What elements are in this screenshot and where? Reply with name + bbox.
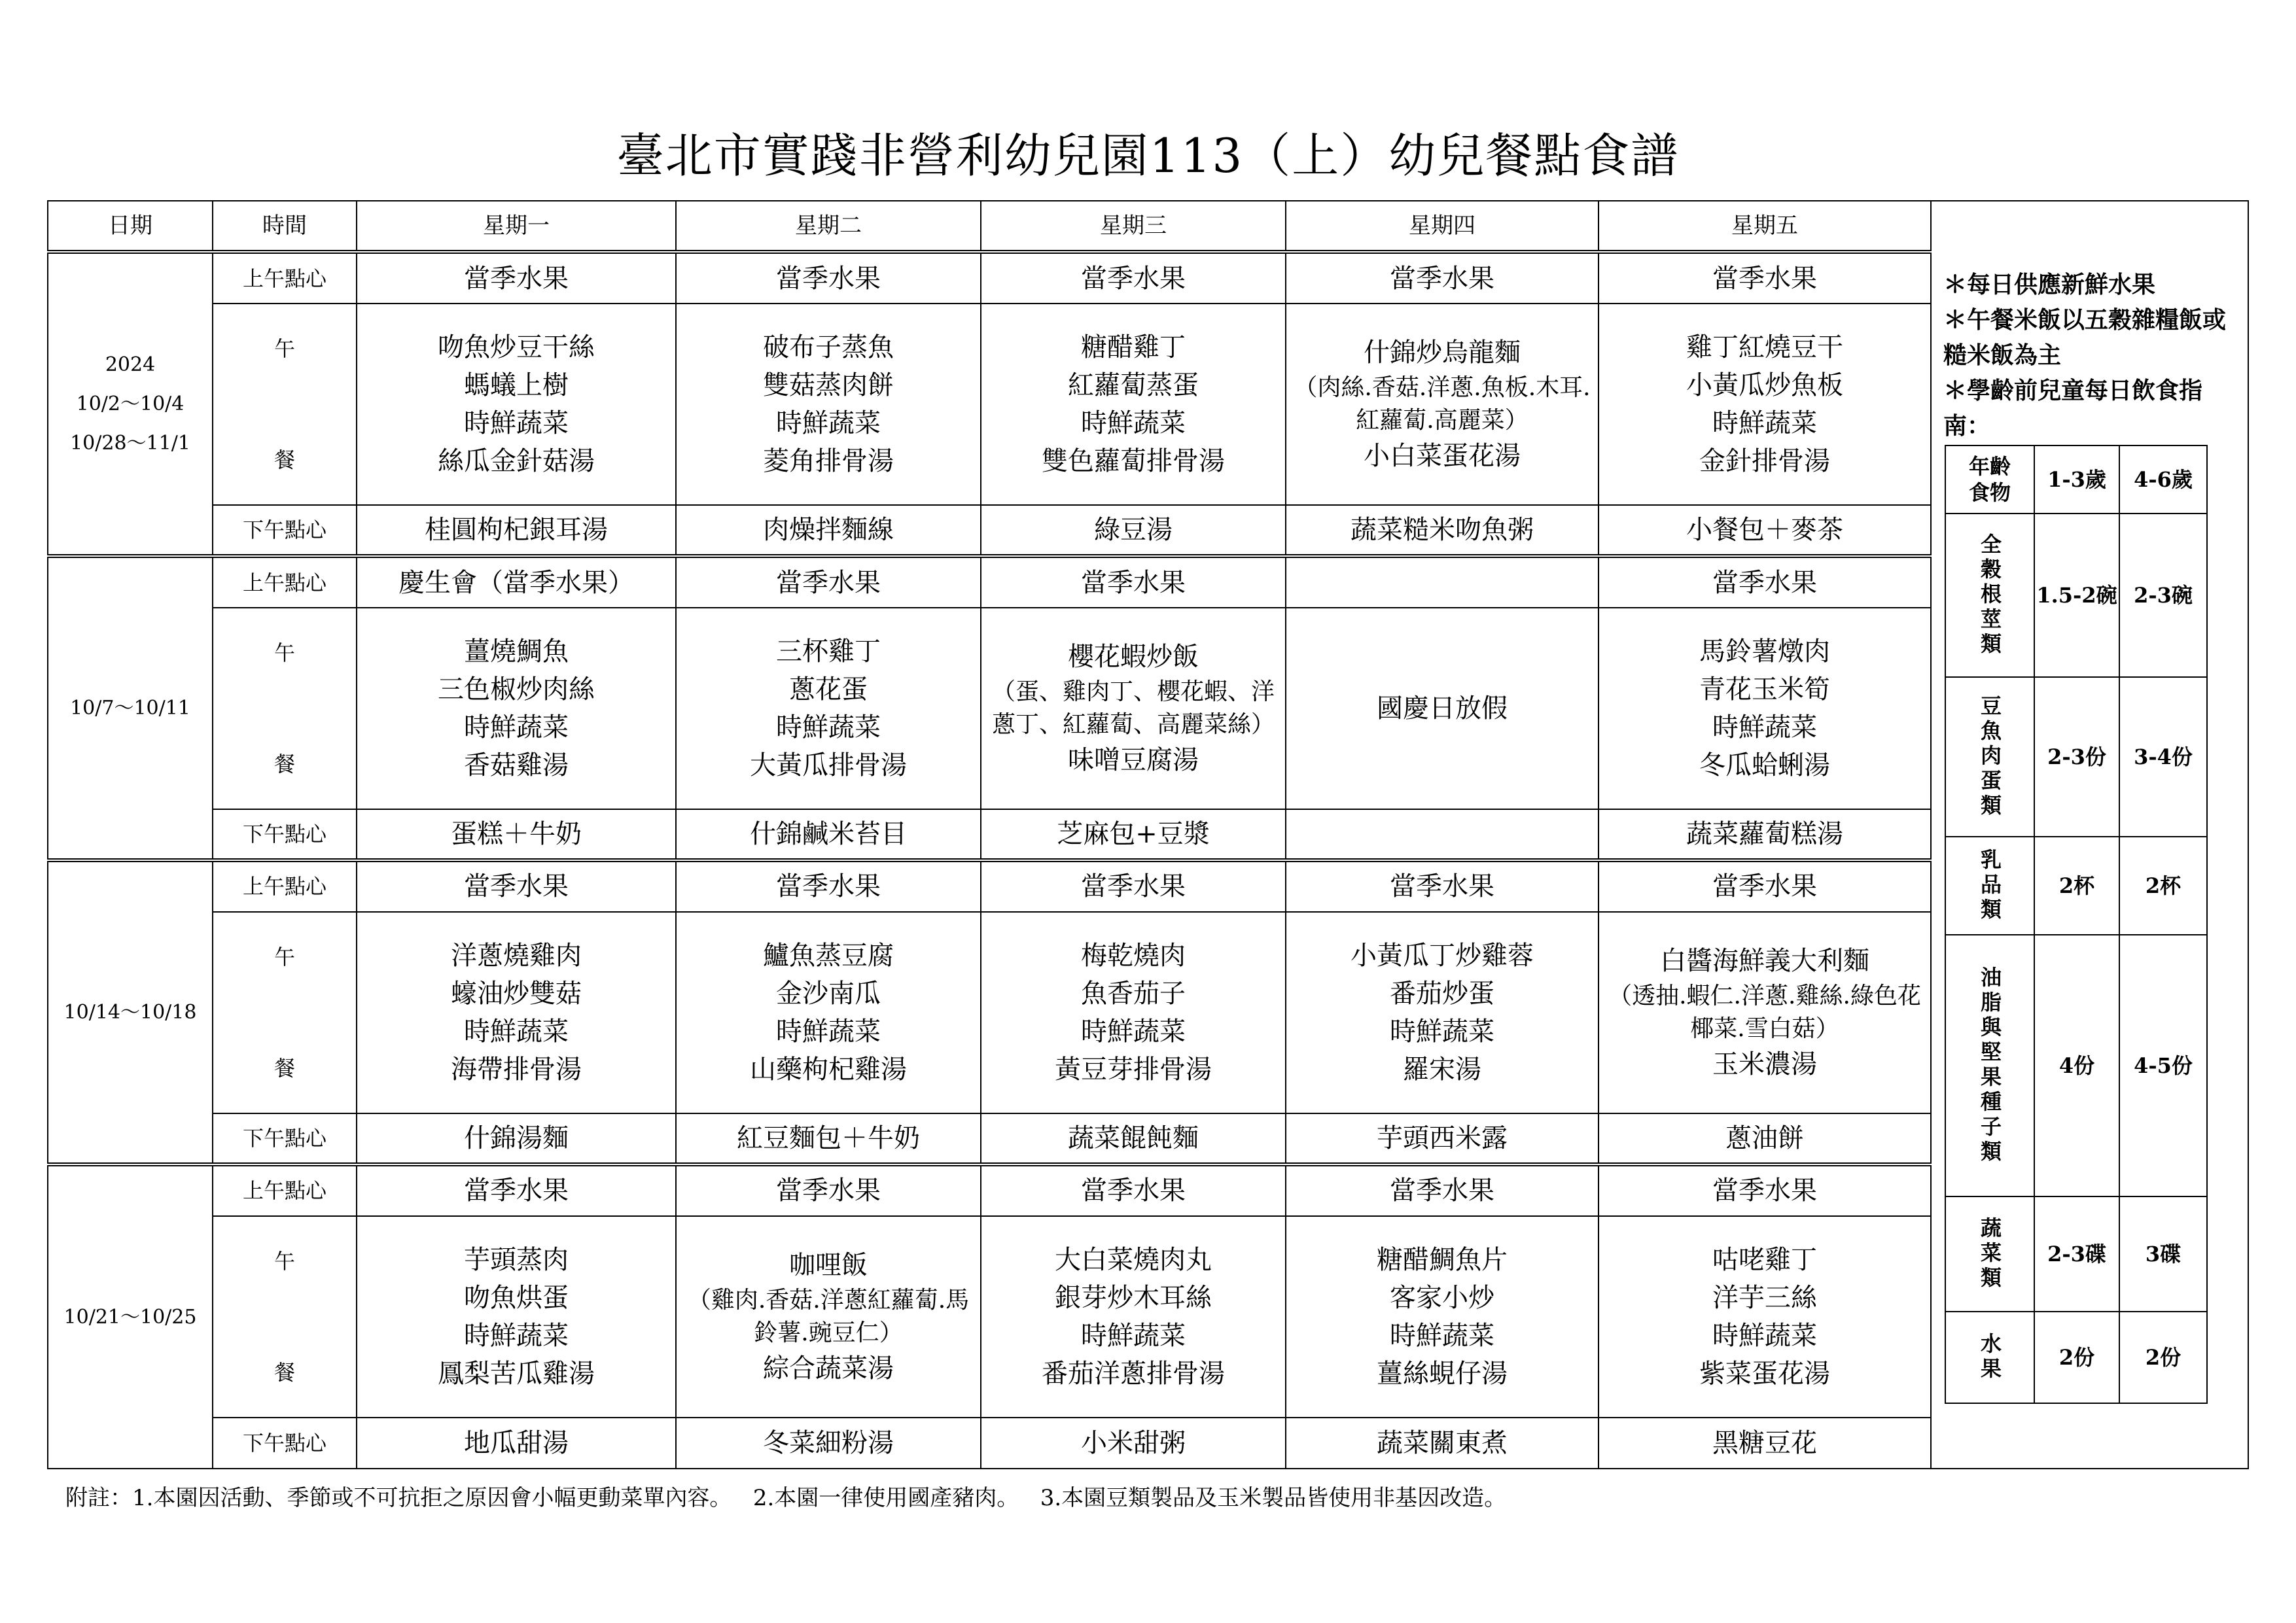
- pm-snack-wednesday: 小米甜粥: [981, 1418, 1286, 1469]
- dish: 時鮮蔬菜: [1390, 1320, 1494, 1351]
- menu-table: [47, 200, 1932, 1469]
- header-row: [48, 201, 1931, 252]
- slot-pm-label: 下午點心: [213, 1418, 357, 1469]
- dish-ingredients: （雞肉.香菇.洋蔥紅蘿蔔.馬鈴薯.豌豆仁）: [687, 1286, 970, 1346]
- am-snack-monday: 當季水果: [357, 860, 676, 911]
- header-friday: 星期五: [1598, 201, 1931, 252]
- lunch-tuesday: [676, 608, 981, 809]
- am-snack-tuesday: 當季水果: [676, 556, 981, 607]
- week-pm-row: [48, 505, 1931, 556]
- dish: 吻魚烘蛋: [464, 1282, 569, 1313]
- guide-serving: 3-4份: [2119, 677, 2207, 837]
- dish: 吻魚炒豆干絲: [438, 332, 595, 362]
- pm-snack-tuesday: 什錦鹹米苔目: [676, 809, 981, 860]
- dish: 紫菜蛋花湯: [1699, 1358, 1830, 1389]
- dish: 洋芋三絲: [1712, 1282, 1817, 1313]
- week-lunch-row: [48, 304, 1931, 505]
- dish: 咕咾雞丁: [1712, 1244, 1817, 1275]
- am-snack-thursday: 當季水果: [1286, 860, 1598, 911]
- dish-ingredients: （蛋、雞肉丁、櫻花蝦、洋蔥丁、紅蘿蔔、高麗菜絲）: [991, 678, 1275, 738]
- guide-food-group: 蔬菜類: [1945, 1196, 2034, 1312]
- am-snack-wednesday: 當季水果: [981, 556, 1286, 607]
- guide-row: [1945, 837, 2207, 935]
- slot-pm-label: 下午點心: [213, 1113, 357, 1164]
- week-pm-row: [48, 809, 1931, 860]
- guide-food-group: 油脂與堅果種子類: [1945, 935, 2034, 1196]
- dish: 洋蔥燒雞肉: [451, 940, 582, 971]
- week-date-range: [48, 1164, 213, 1469]
- dish: 雞丁紅燒豆干: [1686, 332, 1843, 362]
- guide-food-group: 乳品類: [1945, 837, 2034, 935]
- pm-snack-friday: 小餐包＋麥茶: [1598, 505, 1931, 556]
- dish: 黃豆芽排骨湯: [1055, 1054, 1212, 1085]
- dish: 白醬海鮮義大利麵: [1660, 945, 1869, 976]
- dish: 蔥花蛋: [789, 674, 868, 705]
- am-snack-friday: 當季水果: [1598, 860, 1931, 911]
- lunch-friday: [1598, 912, 1931, 1113]
- dish: 時鮮蔬菜: [1081, 1016, 1186, 1047]
- header-thursday: 星期四: [1286, 201, 1598, 252]
- dish: 味噌豆腐湯: [1068, 744, 1199, 775]
- guide-row: [1945, 1312, 2207, 1403]
- am-snack-thursday: [1286, 556, 1598, 607]
- guide-food-group: 豆魚肉蛋類: [1945, 677, 2034, 837]
- guide-serving: 3碟: [2119, 1196, 2207, 1312]
- dish: 糖醋鯛魚片: [1377, 1244, 1508, 1275]
- dish: 糖醋雞丁: [1081, 332, 1186, 362]
- week-date-range: [48, 860, 213, 1164]
- dish: 小白菜蛋花湯: [1364, 440, 1521, 471]
- date-line: 10/28～11/1: [70, 431, 190, 455]
- header-monday: 星期一: [357, 201, 676, 252]
- dish: 時鮮蔬菜: [776, 712, 881, 742]
- lunch-tuesday: [676, 1216, 981, 1418]
- pm-snack-monday: 地瓜甜湯: [357, 1418, 676, 1469]
- dish: 香菇雞湯: [464, 750, 569, 780]
- week-am-row: [48, 556, 1931, 607]
- week-lunch-row: [48, 1216, 1931, 1418]
- dish: 絲瓜金針菇湯: [438, 445, 595, 476]
- dish: 什錦炒烏龍麵: [1364, 337, 1521, 368]
- dish: 梅乾燒肉: [1081, 940, 1186, 971]
- slot-lunch-gap: [220, 362, 349, 447]
- slot-lunch-label: [213, 304, 357, 505]
- dish: 海帶排骨湯: [451, 1054, 582, 1085]
- dish: 時鮮蔬菜: [1712, 712, 1817, 742]
- dish: 時鮮蔬菜: [1390, 1016, 1494, 1047]
- pm-snack-monday: 什錦湯麵: [357, 1113, 676, 1164]
- date-line: 10/14～10/18: [63, 1000, 197, 1024]
- lunch-monday: [357, 912, 676, 1113]
- guide-serving: 2份: [2119, 1312, 2207, 1403]
- slot-pm-label: 下午點心: [213, 505, 357, 556]
- dish: 三色椒炒肉絲: [438, 674, 595, 705]
- am-snack-friday: 當季水果: [1598, 556, 1931, 607]
- guide-food-group: 水果: [1945, 1312, 2034, 1403]
- guide-row: [1945, 1196, 2207, 1312]
- week-am-row: [48, 860, 1931, 911]
- pm-snack-monday: 蛋糕＋牛奶: [357, 809, 676, 860]
- dish: 咖哩飯: [789, 1249, 868, 1280]
- note-item: ＊每日供應新鮮水果: [1943, 271, 2156, 298]
- dish: 小黃瓜炒魚板: [1686, 370, 1843, 400]
- guide-serving: 2-3碗: [2119, 514, 2207, 677]
- lunch-friday: [1598, 1216, 1931, 1418]
- guide-food-group: 全穀根莖類: [1945, 514, 2034, 677]
- slot-lunch-top: 午: [274, 944, 295, 969]
- dish: 菱角排骨湯: [763, 445, 894, 476]
- guide-serving: 2杯: [2034, 837, 2119, 935]
- slot-lunch-label: [213, 912, 357, 1113]
- dish: 大黃瓜排骨湯: [750, 750, 907, 780]
- lunch-monday: [357, 304, 676, 505]
- lunch-monday: [357, 1216, 676, 1418]
- dish: 蠔油炒雙菇: [451, 978, 582, 1009]
- dish: 薑絲蜆仔湯: [1377, 1358, 1508, 1389]
- dish: 時鮮蔬菜: [1712, 408, 1817, 438]
- dish: 大白菜燒肉丸: [1055, 1244, 1212, 1275]
- slot-pm-label: 下午點心: [213, 809, 357, 860]
- dish: 青花玉米筍: [1699, 674, 1830, 705]
- dish: 羅宋湯: [1403, 1054, 1481, 1085]
- side-panel: [1930, 200, 2249, 1469]
- lunch-wednesday: [981, 1216, 1286, 1418]
- dish: 時鮮蔬菜: [464, 408, 569, 438]
- dish: 時鮮蔬菜: [464, 712, 569, 742]
- dish: 時鮮蔬菜: [464, 1016, 569, 1047]
- slot-lunch-bottom: 餐: [274, 1055, 295, 1081]
- dish: 玉米濃湯: [1712, 1049, 1817, 1079]
- dish: 時鮮蔬菜: [776, 408, 881, 438]
- dish: 銀芽炒木耳絲: [1055, 1282, 1212, 1313]
- date-line: 10/2～10/4: [76, 392, 185, 415]
- footnote: 附註：1.本園因活動、季節或不可抗拒之原因會小幅更動菜單內容。 2.本園一律使用國產豬肉。 3.本園豆類製品及玉米製品皆使用非基因改造。: [65, 1485, 1507, 1511]
- slot-am-label: 上午點心: [213, 1164, 357, 1215]
- dish: 芋頭蒸肉: [464, 1244, 569, 1275]
- dish: 薑燒鯛魚: [464, 636, 569, 667]
- am-snack-monday: 當季水果: [357, 1164, 676, 1215]
- pm-snack-tuesday: 冬菜細粉湯: [676, 1418, 981, 1469]
- slot-lunch-top: 午: [274, 336, 295, 361]
- lunch-thursday: [1286, 608, 1598, 809]
- dish: 時鮮蔬菜: [1081, 408, 1186, 438]
- slot-lunch-top: 午: [274, 640, 295, 665]
- slot-am-label: 上午點心: [213, 860, 357, 911]
- lunch-thursday: [1286, 304, 1598, 505]
- date-line: 10/7～10/11: [70, 696, 190, 720]
- dish: 鳳梨苦瓜雞湯: [438, 1358, 595, 1389]
- note-item: ＊午餐米飯以五穀雜糧飯或糙米飯為主: [1943, 306, 2227, 369]
- guide-serving: 2份: [2034, 1312, 2119, 1403]
- week-lunch-row: [48, 912, 1931, 1113]
- date-line: 10/21～10/25: [63, 1305, 197, 1329]
- pm-snack-wednesday: 蔬菜餛飩麵: [981, 1113, 1286, 1164]
- dish-ingredients: （透抽.蝦仁.洋蔥.雞絲.綠色花椰菜.雪白菇）: [1608, 982, 1921, 1042]
- am-snack-wednesday: 當季水果: [981, 860, 1286, 911]
- guide-header-row: [1945, 445, 2207, 514]
- dish: 雙菇蒸肉餅: [763, 370, 894, 400]
- dish: 魚香茄子: [1081, 978, 1186, 1009]
- am-snack-tuesday: 當季水果: [676, 860, 981, 911]
- lunch-wednesday: [981, 608, 1286, 809]
- week-pm-row: [48, 1113, 1931, 1164]
- note-item: ＊學齡前兒童每日飲食指南：: [1943, 377, 2203, 440]
- dish: 馬鈴薯燉肉: [1699, 636, 1830, 667]
- lunch-wednesday: [981, 304, 1286, 505]
- lunch-wednesday: [981, 912, 1286, 1113]
- am-snack-wednesday: 當季水果: [981, 1164, 1286, 1215]
- dish: 鱸魚蒸豆腐: [763, 940, 894, 971]
- lunch-tuesday: [676, 912, 981, 1113]
- week-date-range: [48, 252, 213, 556]
- am-snack-tuesday: 當季水果: [676, 252, 981, 303]
- guide-label-age: 年齡: [1968, 454, 2011, 479]
- page-title: 臺北市實踐非營利幼兒園113（上）幼兒餐點食譜: [616, 128, 1680, 183]
- dish: 綜合蔬菜湯: [763, 1353, 894, 1384]
- diet-guide-table: [1945, 445, 2208, 1404]
- header-time: 時間: [213, 201, 357, 252]
- dish: 雙色蘿蔔排骨湯: [1042, 445, 1225, 476]
- week-date-range: [48, 556, 213, 860]
- guide-row: [1945, 514, 2207, 677]
- lunch-monday: [357, 608, 676, 809]
- lunch-friday: [1598, 608, 1931, 809]
- pm-snack-wednesday: 綠豆湯: [981, 505, 1286, 556]
- slot-am-label: 上午點心: [213, 556, 357, 607]
- slot-lunch-bottom: 餐: [274, 1359, 295, 1385]
- dish: 時鮮蔬菜: [464, 1320, 569, 1351]
- dish: 冬瓜蛤蜊湯: [1699, 750, 1830, 780]
- week-am-row: [48, 252, 1931, 303]
- header-tuesday: 星期二: [676, 201, 981, 252]
- slot-lunch-gap: [220, 970, 349, 1055]
- lunch-tuesday: [676, 304, 981, 505]
- lunch-friday: [1598, 304, 1931, 505]
- am-snack-monday: 慶生會（當季水果）: [357, 556, 676, 607]
- header-wednesday: 星期三: [981, 201, 1286, 252]
- notes-list: [1930, 267, 2249, 444]
- dish: 小黃瓜丁炒雞蓉: [1351, 940, 1534, 971]
- pm-snack-tuesday: 紅豆麵包＋牛奶: [676, 1113, 981, 1164]
- pm-snack-friday: 黑糖豆花: [1598, 1418, 1931, 1469]
- am-snack-friday: 當季水果: [1598, 1164, 1931, 1215]
- guide-row: [1945, 677, 2207, 837]
- guide-age-2: 4-6歲: [2119, 445, 2207, 514]
- slot-lunch-gap: [220, 666, 349, 751]
- pm-snack-thursday: 芋頭西米露: [1286, 1113, 1598, 1164]
- am-snack-wednesday: 當季水果: [981, 252, 1286, 303]
- slot-am-label: 上午點心: [213, 252, 357, 303]
- pm-snack-thursday: 蔬菜糙米吻魚粥: [1286, 505, 1598, 556]
- am-snack-thursday: 當季水果: [1286, 1164, 1598, 1215]
- am-snack-thursday: 當季水果: [1286, 252, 1598, 303]
- dish: 客家小炒: [1390, 1282, 1494, 1313]
- guide-serving: 2杯: [2119, 837, 2207, 935]
- header-date: 日期: [48, 201, 213, 252]
- dish: 破布子蒸魚: [763, 332, 894, 362]
- pm-snack-friday: 蔥油餅: [1598, 1113, 1931, 1164]
- am-snack-monday: 當季水果: [357, 252, 676, 303]
- guide-serving: 2-3份: [2034, 677, 2119, 837]
- lunch-thursday: [1286, 1216, 1598, 1418]
- slot-lunch-label: [213, 608, 357, 809]
- week-lunch-row: [48, 608, 1931, 809]
- dish: 番茄洋蔥排骨湯: [1042, 1358, 1225, 1389]
- pm-snack-thursday: 蔬菜關東煮: [1286, 1418, 1598, 1469]
- slot-lunch-bottom: 餐: [274, 751, 295, 777]
- dish: 金沙南瓜: [776, 978, 881, 1009]
- pm-snack-friday: 蔬菜蘿蔔糕湯: [1598, 809, 1931, 860]
- dish: 紅蘿蔔蒸蛋: [1068, 370, 1199, 400]
- pm-snack-tuesday: 肉燥拌麵線: [676, 505, 981, 556]
- am-snack-tuesday: 當季水果: [676, 1164, 981, 1215]
- dish-ingredients: （肉絲.香菇.洋蔥.魚板.木耳.紅蘿蔔.高麗菜）: [1294, 374, 1591, 434]
- dish: 金針排骨湯: [1699, 445, 1830, 476]
- lunch-thursday: [1286, 912, 1598, 1113]
- dish: 時鮮蔬菜: [776, 1016, 881, 1047]
- dish: 時鮮蔬菜: [1712, 1320, 1817, 1351]
- guide-serving: 2-3碟: [2034, 1196, 2119, 1312]
- guide-age-1: 1-3歲: [2034, 445, 2119, 514]
- guide-serving: 1.5-2碗: [2034, 514, 2119, 677]
- week-am-row: [48, 1164, 1931, 1215]
- guide-label-food: 食物: [1968, 480, 2011, 505]
- pm-snack-monday: 桂圓枸杞銀耳湯: [357, 505, 676, 556]
- dish: 時鮮蔬菜: [1081, 1320, 1186, 1351]
- slot-lunch-bottom: 餐: [274, 447, 295, 472]
- slot-lunch-gap: [220, 1274, 349, 1359]
- date-line: 2024: [105, 353, 156, 376]
- dish: 番茄炒蛋: [1390, 978, 1494, 1009]
- dish: 國慶日放假: [1377, 693, 1508, 724]
- week-pm-row: [48, 1418, 1931, 1469]
- slot-lunch-top: 午: [274, 1248, 295, 1274]
- guide-corner: [1945, 445, 2034, 514]
- guide-serving: 4-5份: [2119, 935, 2207, 1196]
- dish: 櫻花蝦炒飯: [1068, 641, 1199, 672]
- dish: 三杯雞丁: [776, 636, 881, 667]
- guide-serving: 4份: [2034, 935, 2119, 1196]
- pm-snack-wednesday: 芝麻包+豆漿: [981, 809, 1286, 860]
- dish: 螞蟻上樹: [464, 370, 569, 400]
- dish: 山藥枸杞雞湯: [750, 1054, 907, 1085]
- pm-snack-thursday: [1286, 809, 1598, 860]
- slot-lunch-label: [213, 1216, 357, 1418]
- am-snack-friday: 當季水果: [1598, 252, 1931, 303]
- guide-row: [1945, 935, 2207, 1196]
